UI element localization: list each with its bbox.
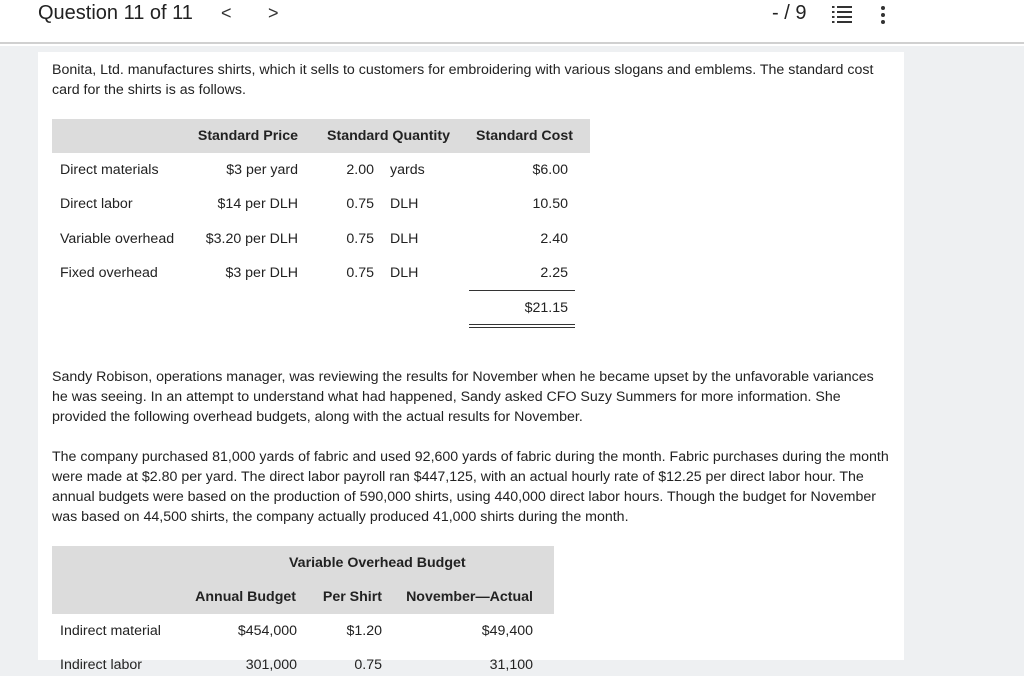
- more-vertical-icon[interactable]: [876, 4, 890, 26]
- row-price: $3.20 per DLH: [205, 231, 298, 247]
- row-label: Direct materials: [60, 162, 159, 178]
- row-quantity: 2.00: [346, 162, 374, 178]
- row-label: Direct labor: [60, 196, 133, 212]
- total-standard-cost: $21.15: [524, 300, 568, 316]
- row-cost: 2.40: [540, 231, 568, 247]
- row-price: $3 per yard: [226, 162, 298, 178]
- question-counter: Question 11 of 11: [38, 2, 193, 24]
- row-annual: $454,000: [237, 623, 297, 639]
- row-label: Fixed overhead: [60, 265, 158, 281]
- row-actual: $49,400: [481, 623, 533, 639]
- paragraph-3: The company purchased 81,000 yards of fabric and used 92,600 yards of fabric during the month. Fabric purchases during the month were made at $2.80 per yard. The direct labor payroll ran $447,125, with an actual hourly rate of $12.25 per direct labor hour. The annual budgets were based on the production of 590,000 shirts, using 440,000 direct labor hours. Though the budget for November was based on 44,500 shirts, the company actually produced 41,000 shirts during the month.: [52, 449, 889, 525]
- row-label: Indirect labor: [60, 657, 143, 673]
- header-standard-quantity: Standard Quantity: [327, 128, 450, 144]
- row-cost: 10.50: [532, 196, 568, 212]
- paragraph-2: Sandy Robison, operations manager, was reviewing the results for November when he became upset by the unfavorable variances he was seeing. In an attempt to understand what had happened, Sandy asked CFO Suzy Summers for more information. She provided the following overhead budgets, along with the actual results for November.: [52, 369, 874, 425]
- top-bar: [0, 0, 1024, 44]
- row-unit: DLH: [390, 231, 419, 247]
- row-annual: 301,000: [245, 657, 297, 673]
- header-november-actual: November—Actual: [406, 589, 533, 605]
- row-cost: 2.25: [540, 265, 568, 281]
- row-cost: $6.00: [532, 162, 568, 178]
- row-label: Indirect material: [60, 623, 161, 639]
- list-icon[interactable]: [832, 5, 852, 23]
- row-actual: 31,100: [489, 657, 533, 673]
- subtotal-rule: [469, 290, 575, 291]
- row-unit: yards: [390, 162, 425, 178]
- score-display: - / 9: [772, 2, 807, 24]
- row-unit: DLH: [390, 196, 419, 212]
- variable-overhead-title: Variable Overhead Budget: [289, 555, 466, 571]
- header-per-shirt: Per Shirt: [322, 589, 382, 605]
- row-per-shirt: 0.75: [354, 657, 382, 673]
- previous-question-button[interactable]: <: [221, 3, 232, 23]
- intro-paragraph: Bonita, Ltd. manufactures shirts, which it sells to customers for embroidering with various slogans and emblems. The standard cost card for the shirts is as follows.: [52, 62, 874, 98]
- row-label: Variable overhead: [60, 231, 175, 247]
- total-double-rule: [469, 324, 575, 328]
- row-price: $14 per DLH: [217, 196, 298, 212]
- row-per-shirt: $1.20: [346, 623, 382, 639]
- header-standard-price: Standard Price: [197, 128, 298, 144]
- header-annual-budget: Annual Budget: [195, 589, 296, 605]
- row-quantity: 0.75: [346, 265, 374, 281]
- header-standard-cost: Standard Cost: [476, 128, 573, 144]
- row-price: $3 per DLH: [225, 265, 298, 281]
- row-quantity: 0.75: [346, 231, 374, 247]
- row-quantity: 0.75: [346, 196, 374, 212]
- next-question-button[interactable]: >: [268, 3, 279, 23]
- row-unit: DLH: [390, 265, 419, 281]
